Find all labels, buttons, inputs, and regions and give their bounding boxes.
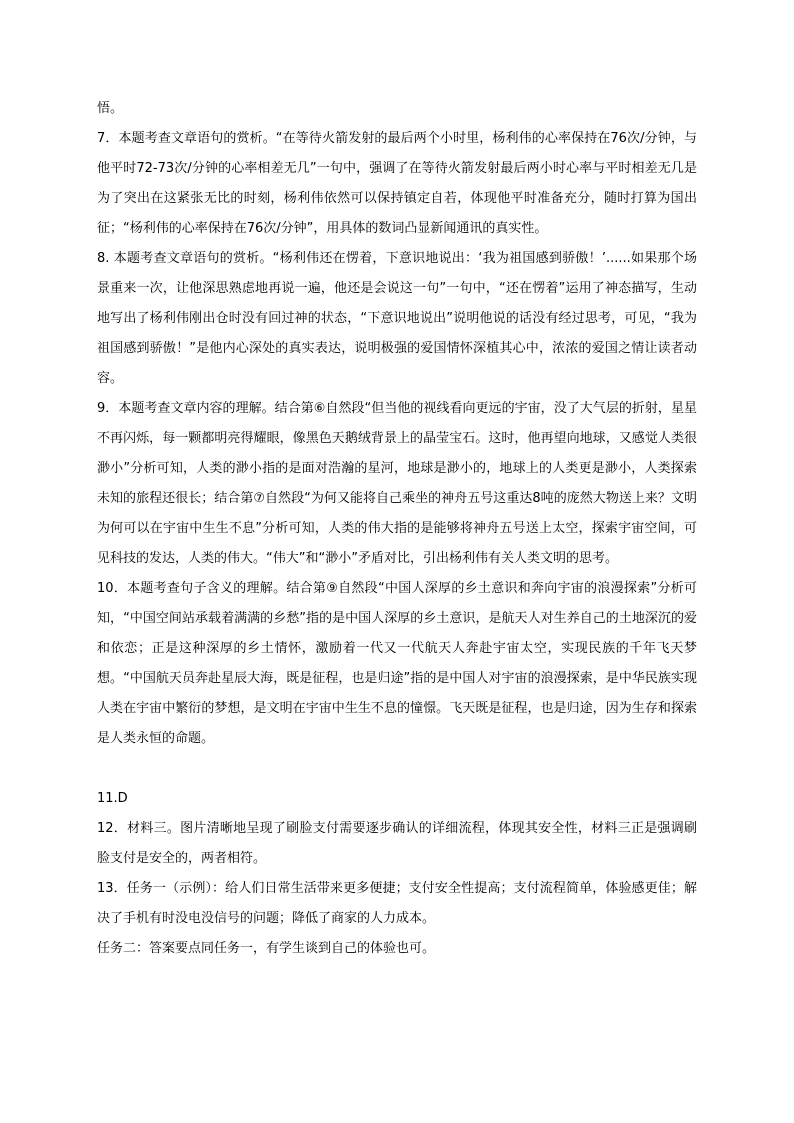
blank-spacer (97, 754, 697, 784)
paragraph-continuation: 悟。 (97, 101, 124, 116)
answer-13-task-1: 13．任务一（示例）：给人们日常生活带来更多便捷；支付安全性提高；支付流程简单，体验感更佳；解决了手机有时没电没信号的问题；降低了商家的人力成本。 (97, 881, 697, 926)
answer-9: 9．本题考查文章内容的理解。结合第⑥自然段“但当他的视线看向更远的宇宙，没了大气层的折射，星星不再闪烁，每一颗都明亮得耀眼，像黑色天鹅绒背景上的晶莹宝石。这时，他再望向地球，又感觉人类很渺小”分析可知，人类的渺小指的是面对浩瀚的星河，地球是渺小的，地球上的人类更是渺小，人类探索未知的旅程还很长；结合第⑦自然段“为何又能将自己乘坐的神舟五号这重达8吨的庞然大物送上来？文明为何可以在宇宙中生生不息”分析可知，人类的伟大指的是能够将神舟五号送上太空，探索宇宙空间，可见科技的发达，人类的伟大。“伟大”和“渺小”矛盾对比，引出杨利伟有关人类文明的思考。 (97, 401, 697, 566)
answer-10: 10．本题考查句子含义的理解。结合第⑨自然段“中国人深厚的乡土意识和奔向宇宙的浪漫探索”分析可知，“中国空间站承载着满满的乡愁”指的是中国人深厚的乡土意识，是航天人对生养自己的土地深沉的爱和依恋；正是这种深厚的乡土情怀，激励着一代又一代航天人奔赴宇宙太空，实现民族的千年飞天梦想。“中国航天员奔赴星辰大海，既是征程，也是归途”指的是中国人对宇宙的浪漫探索，是中华民族实现人类在宇宙中繁衍的梦想，是文明在宇宙中生生不息的憧憬。飞天既是征程，也是归途，因为生存和探索是人类永恒的命题。 (97, 581, 697, 746)
answer-8: 8. 本题考查文章语句的赏析。“杨利伟还在愣着，下意识地说出：‘我为祖国感到骄傲！’......如果那个场景重来一次，让他深思熟虑地再说一遍，他还是会说这一句”一句中，“还在愣着”运用了神态描写，生动地写出了杨利伟刚出仓时没有回过神的状态，“下意识地说出”说明他说的话没有经过思考，可见，“我为祖国感到骄傲！”是他内心深处的真实表达，说明极强的爱国情怀深植其心中，浓浓的爱国之情让读者动容。 (97, 251, 697, 386)
answer-11: 11.D (97, 791, 128, 806)
answer-13-task-2: 任务二：答案要点同任务一，有学生谈到自己的体验也可。 (97, 941, 436, 956)
answer-7: 7．本题考查文章语句的赏析。“在等待火箭发射的最后两个小时里，杨利伟的心率保持在76次/分钟，与他平时72-73次/分钟的心率相差无几”一句中，强调了在等待火箭发射最后两小时心率与平时相差无几是为了突出在这紧张无比的时刻，杨利伟依然可以保持镇定自若，体现他平时准备充分，随时打算为国出征；“杨利伟的心率保持在76次/分钟”，用具体的数词凸显新闻通讯的真实性。 (97, 131, 697, 236)
answer-document (97, 94, 697, 964)
answer-12: 12．材料三。图片清晰地呈现了刷脸支付需要逐步确认的详细流程，体现其安全性，材料三正是强调刷脸支付是安全的，两者相符。 (97, 821, 697, 866)
